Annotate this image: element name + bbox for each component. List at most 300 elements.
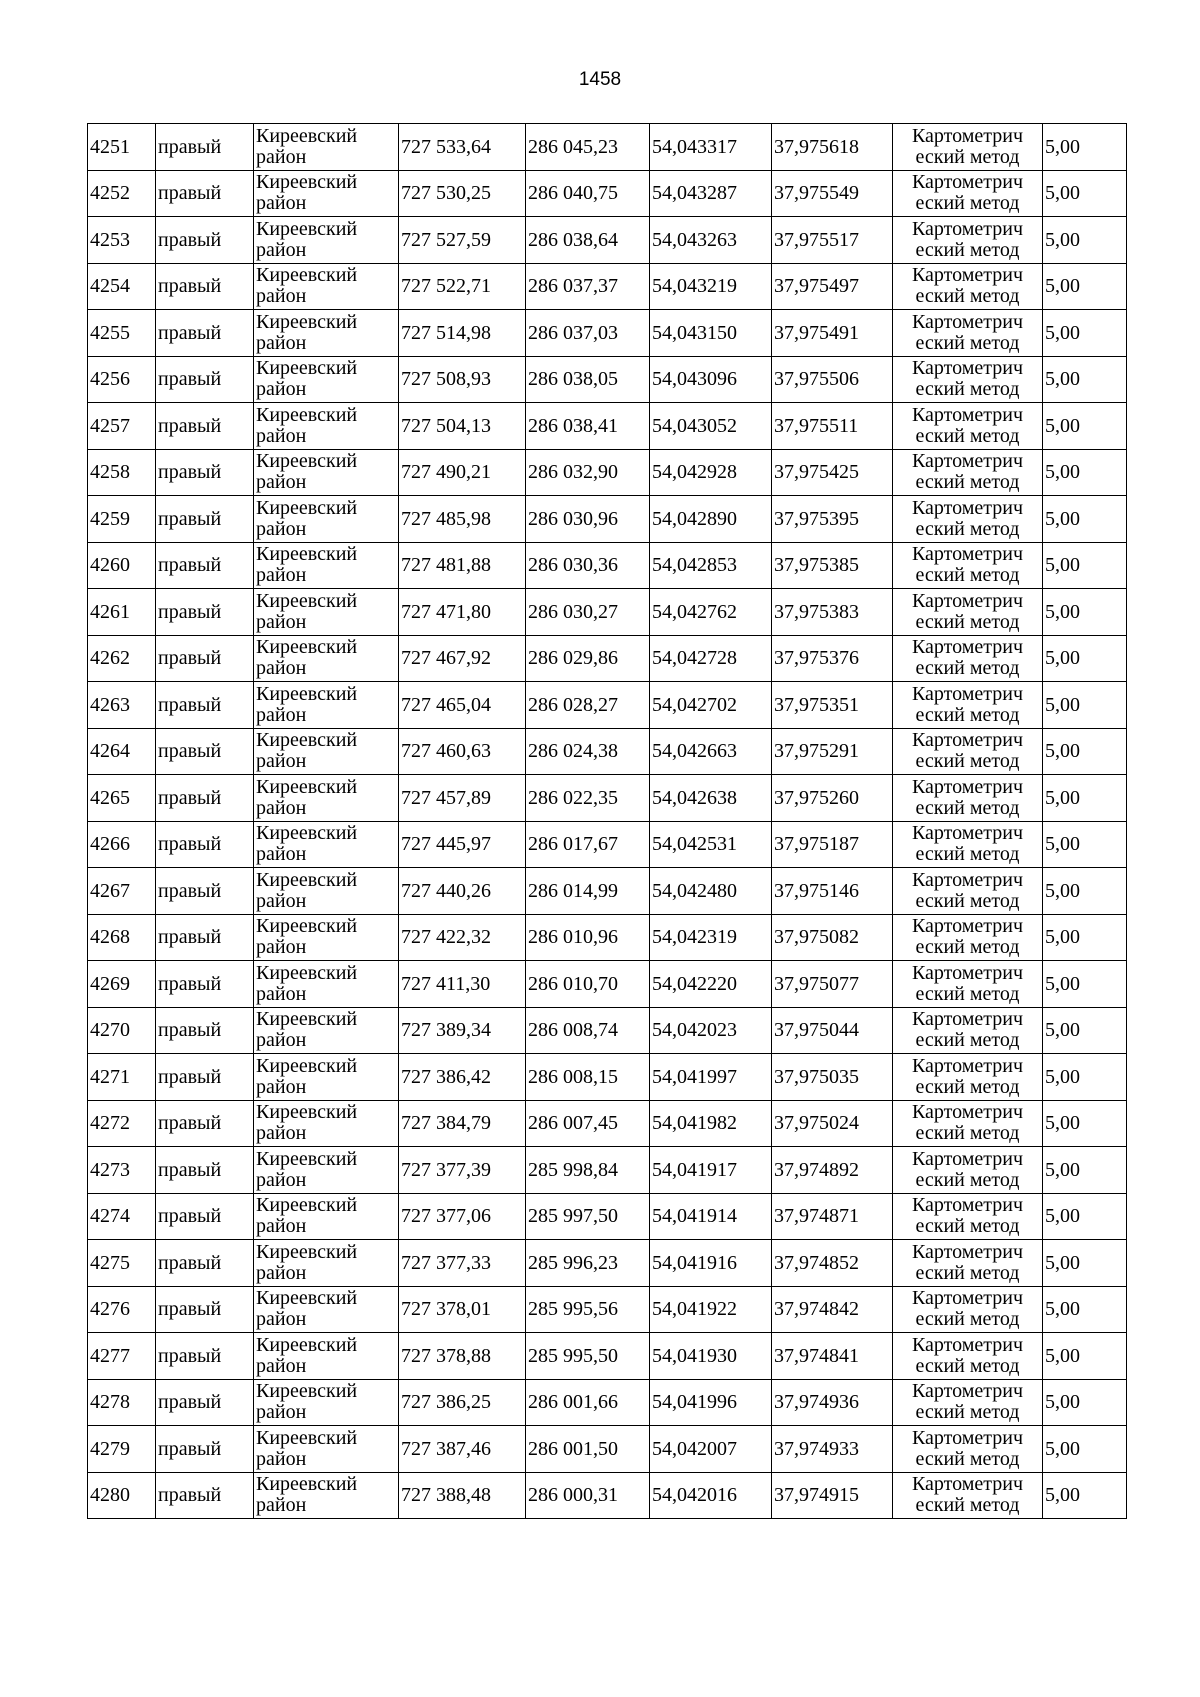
district-cell: Киреевский район [254,1054,399,1101]
longitude-cell: 37,975425 [772,449,893,496]
table-row [88,728,1127,775]
longitude-cell: 37,975077 [772,961,893,1008]
accuracy-cell: 5,00 [1043,1100,1127,1147]
bank-side-cell: правый [156,124,254,171]
accuracy-cell: 5,00 [1043,914,1127,961]
table-row [88,1240,1127,1287]
district-cell: Киреевский район [254,775,399,822]
coordinates-table [87,123,1127,1519]
x-coordinate-cell: 727 533,64 [399,124,526,171]
x-coordinate-cell: 727 386,42 [399,1054,526,1101]
bank-side-cell: правый [156,914,254,961]
point-number-cell: 4279 [88,1426,156,1473]
y-coordinate-cell: 286 038,64 [526,217,650,264]
method-cell: Картометрич еский метод [893,124,1043,171]
bank-side-cell: правый [156,868,254,915]
y-coordinate-cell: 285 998,84 [526,1147,650,1194]
accuracy-cell: 5,00 [1043,170,1127,217]
point-number-cell: 4257 [88,403,156,450]
bank-side-cell: правый [156,961,254,1008]
longitude-cell: 37,975044 [772,1007,893,1054]
point-number-cell: 4266 [88,821,156,868]
latitude-cell: 54,043263 [650,217,772,264]
x-coordinate-cell: 727 440,26 [399,868,526,915]
point-number-cell: 4276 [88,1286,156,1333]
point-number-cell: 4273 [88,1147,156,1194]
method-cell: Картометрич еский метод [893,821,1043,868]
bank-side-cell: правый [156,1472,254,1519]
district-cell: Киреевский район [254,356,399,403]
longitude-cell: 37,975517 [772,217,893,264]
point-number-cell: 4256 [88,356,156,403]
y-coordinate-cell: 286 010,70 [526,961,650,1008]
x-coordinate-cell: 727 388,48 [399,1472,526,1519]
point-number-cell: 4271 [88,1054,156,1101]
district-cell: Киреевский район [254,635,399,682]
y-coordinate-cell: 286 028,27 [526,682,650,729]
method-cell: Картометрич еский метод [893,1379,1043,1426]
accuracy-cell: 5,00 [1043,1193,1127,1240]
bank-side-cell: правый [156,217,254,264]
table-row [88,449,1127,496]
district-cell: Киреевский район [254,1333,399,1380]
table-row [88,821,1127,868]
bank-side-cell: правый [156,1054,254,1101]
table-row [88,635,1127,682]
table-row [88,496,1127,543]
district-cell: Киреевский район [254,821,399,868]
method-cell: Картометрич еский метод [893,1100,1043,1147]
bank-side-cell: правый [156,403,254,450]
latitude-cell: 54,043287 [650,170,772,217]
longitude-cell: 37,975549 [772,170,893,217]
table-row [88,1286,1127,1333]
x-coordinate-cell: 727 527,59 [399,217,526,264]
method-cell: Картометрич еский метод [893,542,1043,589]
y-coordinate-cell: 286 038,05 [526,356,650,403]
bank-side-cell: правый [156,1193,254,1240]
y-coordinate-cell: 286 024,38 [526,728,650,775]
method-cell: Картометрич еский метод [893,403,1043,450]
latitude-cell: 54,043052 [650,403,772,450]
district-cell: Киреевский район [254,217,399,264]
point-number-cell: 4258 [88,449,156,496]
accuracy-cell: 5,00 [1043,1147,1127,1194]
method-cell: Картометрич еский метод [893,682,1043,729]
latitude-cell: 54,042220 [650,961,772,1008]
y-coordinate-cell: 286 029,86 [526,635,650,682]
table-row [88,1426,1127,1473]
accuracy-cell: 5,00 [1043,449,1127,496]
method-cell: Картометрич еский метод [893,1007,1043,1054]
accuracy-cell: 5,00 [1043,217,1127,264]
longitude-cell: 37,975497 [772,263,893,310]
y-coordinate-cell: 286 022,35 [526,775,650,822]
district-cell: Киреевский район [254,1240,399,1287]
point-number-cell: 4254 [88,263,156,310]
accuracy-cell: 5,00 [1043,310,1127,357]
longitude-cell: 37,974841 [772,1333,893,1380]
accuracy-cell: 5,00 [1043,821,1127,868]
latitude-cell: 54,042319 [650,914,772,961]
accuracy-cell: 5,00 [1043,868,1127,915]
accuracy-cell: 5,00 [1043,263,1127,310]
table-row [88,1007,1127,1054]
longitude-cell: 37,975385 [772,542,893,589]
x-coordinate-cell: 727 481,88 [399,542,526,589]
point-number-cell: 4252 [88,170,156,217]
x-coordinate-cell: 727 377,06 [399,1193,526,1240]
district-cell: Киреевский район [254,263,399,310]
x-coordinate-cell: 727 471,80 [399,589,526,636]
accuracy-cell: 5,00 [1043,635,1127,682]
point-number-cell: 4264 [88,728,156,775]
bank-side-cell: правый [156,356,254,403]
point-number-cell: 4262 [88,635,156,682]
x-coordinate-cell: 727 378,88 [399,1333,526,1380]
district-cell: Киреевский район [254,170,399,217]
x-coordinate-cell: 727 389,34 [399,1007,526,1054]
district-cell: Киреевский район [254,914,399,961]
latitude-cell: 54,041916 [650,1240,772,1287]
point-number-cell: 4269 [88,961,156,1008]
x-coordinate-cell: 727 508,93 [399,356,526,403]
latitude-cell: 54,041917 [650,1147,772,1194]
method-cell: Картометрич еский метод [893,868,1043,915]
accuracy-cell: 5,00 [1043,589,1127,636]
district-cell: Киреевский район [254,403,399,450]
bank-side-cell: правый [156,170,254,217]
x-coordinate-cell: 727 377,39 [399,1147,526,1194]
y-coordinate-cell: 285 995,50 [526,1333,650,1380]
y-coordinate-cell: 286 030,36 [526,542,650,589]
y-coordinate-cell: 286 010,96 [526,914,650,961]
table-row [88,310,1127,357]
method-cell: Картометрич еский метод [893,1147,1043,1194]
accuracy-cell: 5,00 [1043,1054,1127,1101]
method-cell: Картометрич еский метод [893,961,1043,1008]
point-number-cell: 4263 [88,682,156,729]
x-coordinate-cell: 727 377,33 [399,1240,526,1287]
latitude-cell: 54,041996 [650,1379,772,1426]
latitude-cell: 54,042702 [650,682,772,729]
bank-side-cell: правый [156,1286,254,1333]
x-coordinate-cell: 727 530,25 [399,170,526,217]
point-number-cell: 4255 [88,310,156,357]
table-row [88,868,1127,915]
bank-side-cell: правый [156,1240,254,1287]
method-cell: Картометрич еский метод [893,356,1043,403]
point-number-cell: 4267 [88,868,156,915]
x-coordinate-cell: 727 387,46 [399,1426,526,1473]
method-cell: Картометрич еский метод [893,170,1043,217]
bank-side-cell: правый [156,1007,254,1054]
point-number-cell: 4272 [88,1100,156,1147]
bank-side-cell: правый [156,496,254,543]
district-cell: Киреевский район [254,682,399,729]
table-row [88,356,1127,403]
longitude-cell: 37,975506 [772,356,893,403]
latitude-cell: 54,042853 [650,542,772,589]
latitude-cell: 54,042890 [650,496,772,543]
accuracy-cell: 5,00 [1043,728,1127,775]
table-row [88,961,1127,1008]
point-number-cell: 4280 [88,1472,156,1519]
accuracy-cell: 5,00 [1043,1379,1127,1426]
y-coordinate-cell: 286 030,27 [526,589,650,636]
accuracy-cell: 5,00 [1043,1472,1127,1519]
x-coordinate-cell: 727 490,21 [399,449,526,496]
district-cell: Киреевский район [254,449,399,496]
y-coordinate-cell: 286 008,15 [526,1054,650,1101]
x-coordinate-cell: 727 465,04 [399,682,526,729]
longitude-cell: 37,974936 [772,1379,893,1426]
x-coordinate-cell: 727 445,97 [399,821,526,868]
method-cell: Картометрич еский метод [893,1286,1043,1333]
accuracy-cell: 5,00 [1043,542,1127,589]
longitude-cell: 37,975187 [772,821,893,868]
y-coordinate-cell: 285 997,50 [526,1193,650,1240]
accuracy-cell: 5,00 [1043,1007,1127,1054]
accuracy-cell: 5,00 [1043,1426,1127,1473]
method-cell: Картометрич еский метод [893,775,1043,822]
latitude-cell: 54,042663 [650,728,772,775]
district-cell: Киреевский район [254,1472,399,1519]
x-coordinate-cell: 727 386,25 [399,1379,526,1426]
longitude-cell: 37,975024 [772,1100,893,1147]
y-coordinate-cell: 286 038,41 [526,403,650,450]
x-coordinate-cell: 727 514,98 [399,310,526,357]
method-cell: Картометрич еский метод [893,589,1043,636]
y-coordinate-cell: 285 995,56 [526,1286,650,1333]
x-coordinate-cell: 727 384,79 [399,1100,526,1147]
table-row [88,682,1127,729]
longitude-cell: 37,975146 [772,868,893,915]
method-cell: Картометрич еский метод [893,1472,1043,1519]
bank-side-cell: правый [156,589,254,636]
district-cell: Киреевский район [254,1147,399,1194]
point-number-cell: 4261 [88,589,156,636]
latitude-cell: 54,042728 [650,635,772,682]
longitude-cell: 37,974915 [772,1472,893,1519]
accuracy-cell: 5,00 [1043,1286,1127,1333]
accuracy-cell: 5,00 [1043,1240,1127,1287]
method-cell: Картометрич еский метод [893,1240,1043,1287]
district-cell: Киреевский район [254,124,399,171]
x-coordinate-cell: 727 504,13 [399,403,526,450]
bank-side-cell: правый [156,635,254,682]
table-row [88,1054,1127,1101]
district-cell: Киреевский район [254,1193,399,1240]
method-cell: Картометрич еский метод [893,496,1043,543]
point-number-cell: 4277 [88,1333,156,1380]
district-cell: Киреевский район [254,1379,399,1426]
district-cell: Киреевский район [254,868,399,915]
district-cell: Киреевский район [254,589,399,636]
table-row [88,914,1127,961]
bank-side-cell: правый [156,449,254,496]
district-cell: Киреевский район [254,961,399,1008]
y-coordinate-cell: 286 017,67 [526,821,650,868]
longitude-cell: 37,975082 [772,914,893,961]
bank-side-cell: правый [156,821,254,868]
page-number: 1458 [578,69,622,90]
x-coordinate-cell: 727 457,89 [399,775,526,822]
latitude-cell: 54,041914 [650,1193,772,1240]
y-coordinate-cell: 286 014,99 [526,868,650,915]
y-coordinate-cell: 286 032,90 [526,449,650,496]
longitude-cell: 37,974842 [772,1286,893,1333]
latitude-cell: 54,042928 [650,449,772,496]
latitude-cell: 54,043150 [650,310,772,357]
point-number-cell: 4260 [88,542,156,589]
bank-side-cell: правый [156,1147,254,1194]
longitude-cell: 37,974892 [772,1147,893,1194]
longitude-cell: 37,974852 [772,1240,893,1287]
latitude-cell: 54,042007 [650,1426,772,1473]
table-body [88,124,1127,1519]
table-row [88,263,1127,310]
x-coordinate-cell: 727 485,98 [399,496,526,543]
y-coordinate-cell: 286 040,75 [526,170,650,217]
y-coordinate-cell: 286 030,96 [526,496,650,543]
latitude-cell: 54,042016 [650,1472,772,1519]
table-row [88,1193,1127,1240]
latitude-cell: 54,042531 [650,821,772,868]
district-cell: Киреевский район [254,1286,399,1333]
accuracy-cell: 5,00 [1043,1333,1127,1380]
table-row [88,1472,1127,1519]
bank-side-cell: правый [156,310,254,357]
y-coordinate-cell: 285 996,23 [526,1240,650,1287]
bank-side-cell: правый [156,1333,254,1380]
point-number-cell: 4268 [88,914,156,961]
table-row [88,775,1127,822]
latitude-cell: 54,042762 [650,589,772,636]
x-coordinate-cell: 727 460,63 [399,728,526,775]
method-cell: Картометрич еский метод [893,1426,1043,1473]
accuracy-cell: 5,00 [1043,682,1127,729]
method-cell: Картометрич еский метод [893,217,1043,264]
point-number-cell: 4274 [88,1193,156,1240]
district-cell: Киреевский район [254,1426,399,1473]
longitude-cell: 37,975395 [772,496,893,543]
accuracy-cell: 5,00 [1043,496,1127,543]
bank-side-cell: правый [156,775,254,822]
table-row [88,589,1127,636]
method-cell: Картометрич еский метод [893,263,1043,310]
district-cell: Киреевский район [254,542,399,589]
accuracy-cell: 5,00 [1043,403,1127,450]
point-number-cell: 4270 [88,1007,156,1054]
longitude-cell: 37,975260 [772,775,893,822]
latitude-cell: 54,041982 [650,1100,772,1147]
latitude-cell: 54,042480 [650,868,772,915]
x-coordinate-cell: 727 467,92 [399,635,526,682]
latitude-cell: 54,042638 [650,775,772,822]
bank-side-cell: правый [156,542,254,589]
method-cell: Картометрич еский метод [893,914,1043,961]
accuracy-cell: 5,00 [1043,356,1127,403]
bank-side-cell: правый [156,682,254,729]
accuracy-cell: 5,00 [1043,961,1127,1008]
x-coordinate-cell: 727 411,30 [399,961,526,1008]
district-cell: Киреевский район [254,1100,399,1147]
table-row [88,1379,1127,1426]
longitude-cell: 37,975511 [772,403,893,450]
y-coordinate-cell: 286 037,37 [526,263,650,310]
district-cell: Киреевский район [254,1007,399,1054]
method-cell: Картометрич еский метод [893,728,1043,775]
method-cell: Картометрич еский метод [893,449,1043,496]
y-coordinate-cell: 286 007,45 [526,1100,650,1147]
point-number-cell: 4265 [88,775,156,822]
latitude-cell: 54,041922 [650,1286,772,1333]
y-coordinate-cell: 286 001,50 [526,1426,650,1473]
point-number-cell: 4278 [88,1379,156,1426]
district-cell: Киреевский район [254,496,399,543]
latitude-cell: 54,041930 [650,1333,772,1380]
point-number-cell: 4253 [88,217,156,264]
latitude-cell: 54,043317 [650,124,772,171]
longitude-cell: 37,975618 [772,124,893,171]
y-coordinate-cell: 286 037,03 [526,310,650,357]
method-cell: Картометрич еский метод [893,1054,1043,1101]
table-row [88,1147,1127,1194]
table-row [88,1333,1127,1380]
y-coordinate-cell: 286 000,31 [526,1472,650,1519]
table-row [88,170,1127,217]
longitude-cell: 37,975351 [772,682,893,729]
bank-side-cell: правый [156,263,254,310]
latitude-cell: 54,043096 [650,356,772,403]
longitude-cell: 37,975383 [772,589,893,636]
table-row [88,217,1127,264]
y-coordinate-cell: 286 001,66 [526,1379,650,1426]
longitude-cell: 37,975491 [772,310,893,357]
x-coordinate-cell: 727 522,71 [399,263,526,310]
table-row [88,542,1127,589]
longitude-cell: 37,974933 [772,1426,893,1473]
longitude-cell: 37,975376 [772,635,893,682]
accuracy-cell: 5,00 [1043,124,1127,171]
x-coordinate-cell: 727 378,01 [399,1286,526,1333]
point-number-cell: 4251 [88,124,156,171]
point-number-cell: 4259 [88,496,156,543]
longitude-cell: 37,975035 [772,1054,893,1101]
table-row [88,1100,1127,1147]
method-cell: Картометрич еский метод [893,1333,1043,1380]
district-cell: Киреевский район [254,728,399,775]
bank-side-cell: правый [156,1100,254,1147]
point-number-cell: 4275 [88,1240,156,1287]
y-coordinate-cell: 286 045,23 [526,124,650,171]
method-cell: Картометрич еский метод [893,1193,1043,1240]
method-cell: Картометрич еский метод [893,635,1043,682]
table-row [88,124,1127,171]
longitude-cell: 37,974871 [772,1193,893,1240]
table-row [88,403,1127,450]
x-coordinate-cell: 727 422,32 [399,914,526,961]
latitude-cell: 54,041997 [650,1054,772,1101]
bank-side-cell: правый [156,1379,254,1426]
latitude-cell: 54,043219 [650,263,772,310]
longitude-cell: 37,975291 [772,728,893,775]
bank-side-cell: правый [156,728,254,775]
bank-side-cell: правый [156,1426,254,1473]
y-coordinate-cell: 286 008,74 [526,1007,650,1054]
latitude-cell: 54,042023 [650,1007,772,1054]
